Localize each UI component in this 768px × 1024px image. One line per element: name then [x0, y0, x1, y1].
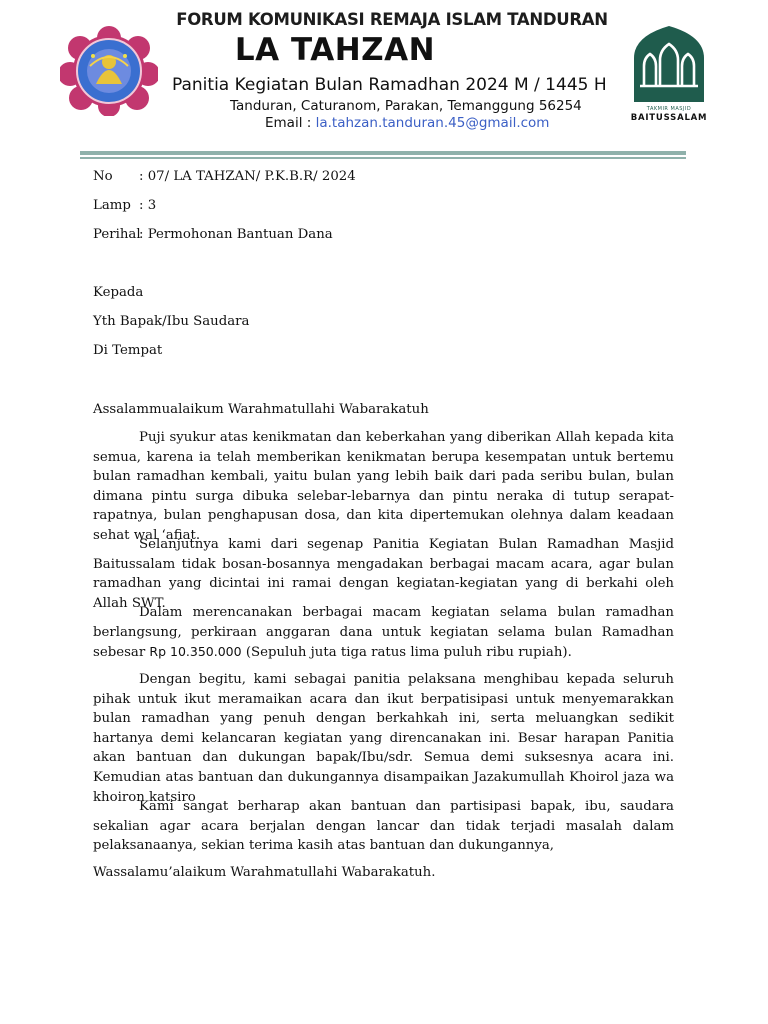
subject-label: Perihal: [93, 227, 141, 242]
mosque-icon: [630, 24, 708, 102]
letter-subject: [93, 227, 333, 242]
header-subtitle: Panitia Kegiatan Bulan Ramadhan 2024 M / 1445 H: [172, 75, 607, 95]
email-label: Email :: [265, 115, 312, 131]
attachment-value: : 3: [139, 198, 157, 213]
paragraph-4: Dengan begitu, kami sebagai panitia pelaksana menghibau kepada seluruh pihak untuk ikut meramaikan acara dan ikut berpatisipasi untuk menyemarakkan bulan ramadhan yang penuh dengan berkahkah ini, serta meluangkan sedikit hartanya demi kelancaran kegiatan yang direncanakan ini. Besar harapan Panitia akan bantuan dan dukungan bapak/Ibu/sdr. Semua demi suksesnya acara ini. Kemudian atas bantuan dan dukungannya disampaikan Jazakumullah Khoirol jaza wa khoiron katsiro: [93, 672, 674, 805]
budget-amount: Rp 10.350.000: [149, 644, 242, 660]
letter-attachment: [93, 198, 156, 213]
committee-name: LA TAHZAN: [234, 32, 436, 68]
paragraph-2: Selanjutnya kami dari segenap Panitia Kegiatan Bulan Ramadhan Masjid Baitussalam tidak bosan-bosannya mengadakan berbagai macam acara, agar bulan ramadhan yang dicintai ini ramai dengan kegiatan-kegiatan yang di berkahi oleh Allah SWT.: [93, 537, 674, 611]
number-label: No: [93, 169, 113, 184]
header-email-line: [265, 115, 549, 131]
mosque-logo: [630, 24, 708, 124]
paragraph-3: [93, 603, 674, 663]
mosque-caption: BAITUSSALAM: [630, 113, 708, 123]
header-divider-thin: [80, 157, 686, 159]
greeting: Assalammualaikum Warahmatullahi Wabarakatuh: [93, 402, 429, 417]
attachment-label: Lamp: [93, 198, 131, 213]
header-address: Tanduran, Caturanom, Parakan, Temanggung 56254: [230, 98, 582, 114]
number-value: : 07/ LA TAHZAN/ P.K.B.R/ 2024: [139, 169, 356, 184]
organization-name: FORUM KOMUNIKASI REMAJA ISLAM TANDURAN: [176, 10, 608, 29]
recipient-yth: Yth Bapak/Ibu Saudara: [93, 314, 250, 329]
paragraph-3-text-b: (Sepuluh juta tiga ratus lima puluh ribu rupiah).: [241, 645, 572, 661]
paragraph-3-text-a: Dalam merencanakan berbagai macam kegiatan selama bulan ramadhan berlangsung, perkiraan anggaran dana untuk kegiatan selama bulan Ramadhan sebesar: [93, 605, 674, 661]
paragraph-1: Puji syukur atas kenikmatan dan keberkahan yang diberikan Allah kepada kita semua, karena ia telah memberikan kenikmatan berupa kesempatan untuk bertemu bulan ramadhan kembali, yaitu bulan yang lebih baik dari pada seribu bulan, bulan dimana pintu surga dibuka selebar-lebarnya dan pintu neraka di tutup serapat-rapatnya, bulan penghapusan dosa, dan kita dipertemukan olehnya dalam keadaan sehat wal ‘afiat.: [93, 430, 674, 543]
recipient-kepada: Kepada: [93, 285, 144, 300]
letter-number: [93, 169, 356, 184]
paragraph-5: Kami sangat berharap akan bantuan dan partisipasi bapak, ibu, saudara sekalian agar acara berjalan dengan lancar dan tidak terjadi masalah dalam pelaksanaanya, sekian terima kasih atas bantuan dan dukungannya,: [93, 799, 674, 854]
subject-value: : Permohonan Bantuan Dana: [139, 227, 333, 242]
email-address[interactable]: la.tahzan.tanduran.45@gmail.com: [315, 115, 550, 131]
closing-salutation: Wassalamu’alaikum Warahmatullahi Wabarakatuh.: [93, 865, 436, 880]
header-divider-thick: [80, 151, 686, 155]
mosque-caption-small: TAKMIR MASJID: [646, 106, 692, 112]
recipient-place: Di Tempat: [93, 343, 163, 358]
